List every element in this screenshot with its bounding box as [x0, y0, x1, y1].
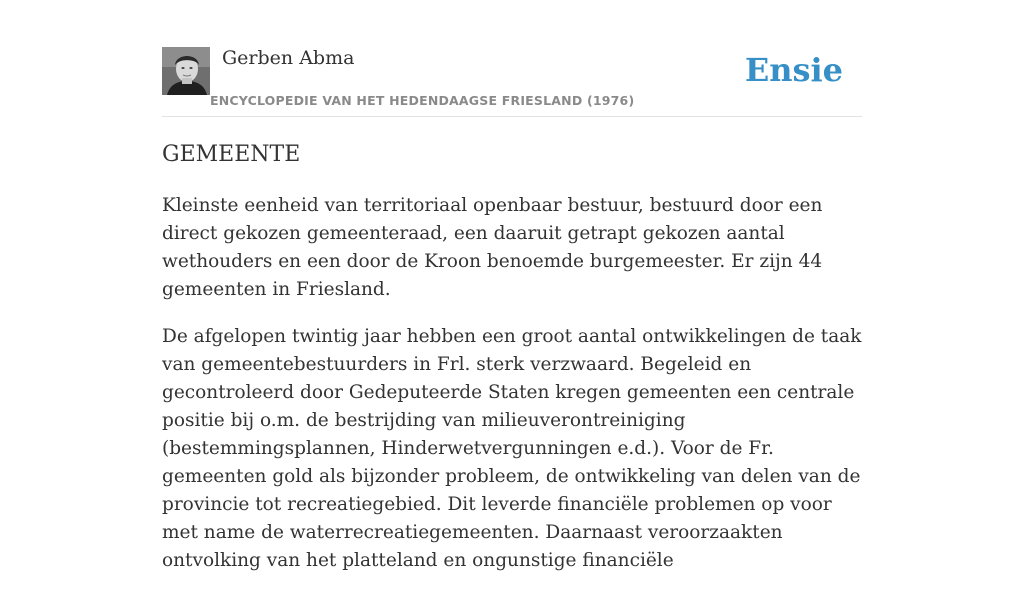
author-portrait-image	[162, 47, 210, 95]
author-avatar[interactable]	[162, 47, 210, 95]
article-body	[162, 192, 862, 594]
brand-logo[interactable]: Ensie	[744, 51, 843, 89]
article-header	[162, 46, 862, 117]
page-title: GEMEENTE	[162, 142, 301, 167]
paragraph: De afgelopen twintig jaar hebben een groot aantal ontwikkelingen de taak van gemeentebestuurders in Frl. sterk verzwaard. Begeleid en gecontroleerd door Gedeputeerde Staten kregen gemeenten een centrale positie bij o.m. de bestrijding van milieuverontreiniging (bestemmingsplannen, Hinderwetvergunningen e.d.). Voor de Fr. gemeenten gold als bijzonder probleem, de ontwikkeling van delen van de provincie tot recreatiegebied. Dit leverde financiële problemen op voor met name de waterrecreatiegemeenten. Daarnaast veroorzaakten ontvolking van het platteland en ongunstige financiële	[162, 326, 862, 571]
source-title[interactable]: ENCYCLOPEDIE VAN HET HEDENDAAGSE FRIESLAND (1976)	[210, 93, 635, 108]
paragraph: Kleinste eenheid van territoriaal openbaar bestuur, bestuurd door een direct gekozen gemeenteraad, een daaruit getrapt gekozen aantal wethouders en een door de Kroon benoemde burgemeester. Er zijn 44 gemeenten in Friesland.	[162, 195, 823, 300]
author-name[interactable]: Gerben Abma	[222, 47, 355, 69]
